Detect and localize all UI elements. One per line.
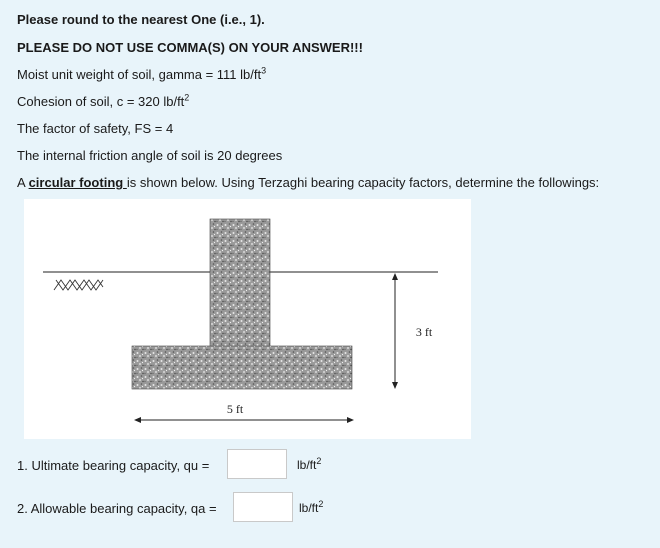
instruction-round: Please round to the nearest One (i.e., 1). [17, 12, 265, 27]
footing-base [132, 346, 352, 389]
footing-figure [24, 199, 471, 439]
question-2-unit-text: lb/ft [299, 501, 319, 515]
question-2-label: 2. Allowable bearing capacity, qa = [17, 501, 217, 516]
ground-hatch-icon [54, 280, 103, 290]
question-2-unit [299, 501, 323, 515]
footing-column [210, 219, 270, 347]
width-label: 5 ft [226, 402, 244, 416]
given-gamma-text: Moist unit weight of soil, gamma = 111 lb/ft [17, 67, 262, 82]
depth-label: 3 ft [415, 325, 433, 339]
given-friction-angle: The internal friction angle of soil is 20 degrees [17, 148, 283, 163]
prompt-prefix: A [17, 175, 29, 190]
question-1-unit-text: lb/ft [297, 458, 317, 472]
width-arrow-right-icon [347, 417, 354, 423]
question-1-label: 1. Ultimate bearing capacity, qu = [17, 458, 210, 473]
circular-footing-link[interactable]: circular footing [28, 175, 127, 190]
instruction-no-comma: PLEASE DO NOT USE COMMA(S) ON YOUR ANSWER!!! [17, 40, 363, 55]
given-cohesion-exponent: 2 [184, 92, 190, 103]
problem-prompt [17, 175, 599, 190]
given-gamma-exponent: 3 [261, 65, 267, 76]
given-cohesion [17, 94, 189, 109]
ultimate-bearing-capacity-input[interactable] [227, 449, 287, 479]
footing-diagram [24, 199, 471, 439]
prompt-suffix: is shown below. Using Terzaghi bearing capacity factors, determine the followings: [126, 175, 600, 190]
width-arrow-left-icon [134, 417, 141, 423]
depth-arrow-up-icon [392, 273, 398, 280]
question-1-unit [297, 458, 321, 472]
question-1-unit-exponent: 2 [316, 456, 322, 466]
allowable-bearing-capacity-input[interactable] [233, 492, 293, 522]
given-gamma [17, 67, 266, 82]
given-cohesion-text: Cohesion of soil, c = 320 lb/ft [17, 94, 185, 109]
depth-arrow-down-icon [392, 382, 398, 389]
question-2-unit-exponent: 2 [318, 499, 324, 509]
given-factor-of-safety: The factor of safety, FS = 4 [17, 121, 174, 136]
